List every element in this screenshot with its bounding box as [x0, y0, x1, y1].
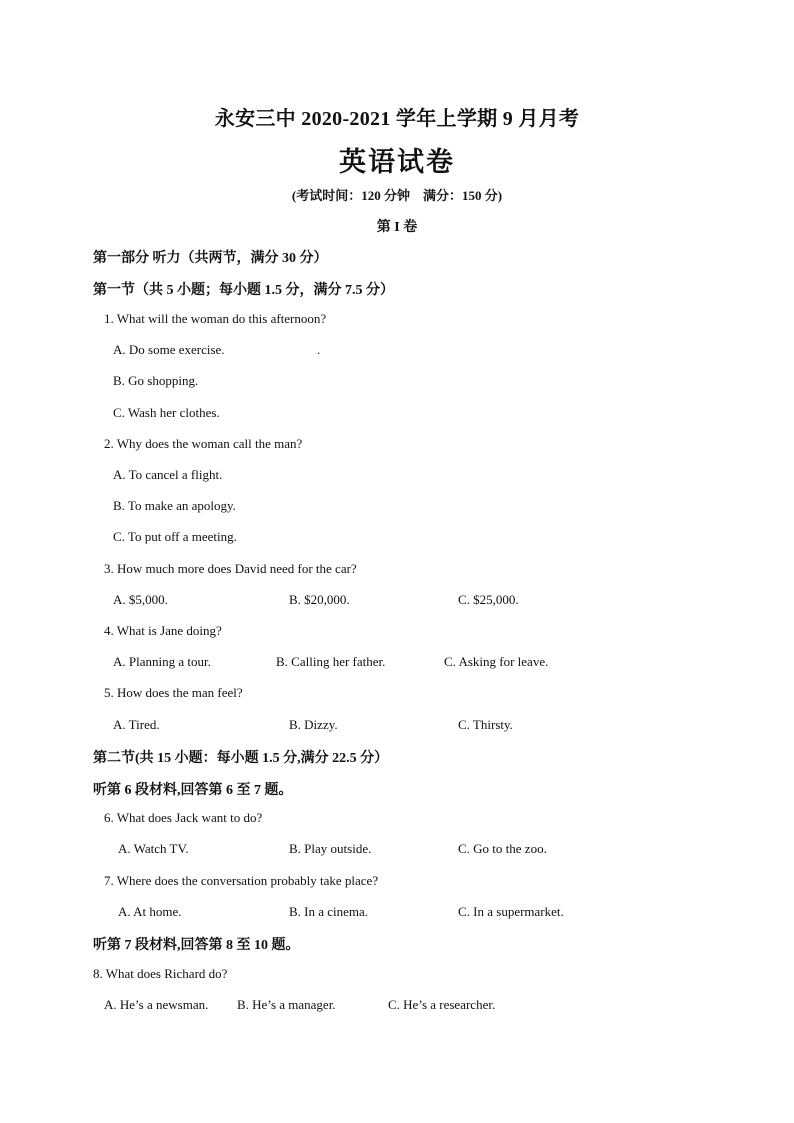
- q2-option-a: A. To cancel a flight.: [113, 467, 223, 482]
- volume-label: 第 I 卷: [376, 220, 418, 235]
- q4-option-b: B. Calling her father.: [276, 654, 386, 669]
- q5-option-a: A. Tired.: [113, 717, 160, 732]
- subject-title: 英语试卷: [339, 147, 455, 177]
- q5-option-c: C. Thirsty.: [458, 717, 513, 732]
- q2-option-b: B. To make an apology.: [113, 498, 236, 513]
- exam-info: (考试时间：120 分钟 满分：150 分): [291, 188, 503, 203]
- q1-option-a: A. Do some exercise.: [113, 342, 225, 357]
- question-7: 7. Where does the conversation probably take place?: [104, 873, 379, 888]
- q3-option-b: B. $20,000.: [289, 592, 350, 607]
- part1-heading: 第一部分 听力（共两节，满分 30 分）: [93, 251, 328, 266]
- section1-heading: 第一节（共 5 小题；每小题 1.5 分，满分 7.5 分）: [93, 283, 394, 298]
- q3-option-a: A. $5,000.: [113, 592, 168, 607]
- listen7-heading: 听第 7 段材料,回答第 8 至 10 题。: [93, 938, 300, 953]
- q7-option-b: B. In a cinema.: [289, 904, 369, 919]
- question-3: 3. How much more does David need for the car?: [104, 561, 357, 576]
- q7-option-c: C. In a supermarket.: [458, 904, 564, 919]
- exam-title: 永安三中 2020-2021 学年上学期 9 月月考: [214, 108, 580, 130]
- q8-option-b: B. He’s a manager.: [237, 997, 336, 1012]
- q1-option-c: C. Wash her clothes.: [113, 405, 220, 420]
- question-8: 8. What does Richard do?: [93, 966, 228, 981]
- q3-option-c: C. $25,000.: [458, 592, 519, 607]
- q1-option-b: B. Go shopping.: [113, 373, 199, 388]
- listen6-heading: 听第 6 段材料,回答第 6 至 7 题。: [93, 783, 293, 798]
- q2-option-c: C. To put off a meeting.: [113, 529, 237, 544]
- section2-heading: 第二节(共 15 小题：每小题 1.5 分,满分 22.5 分）: [93, 751, 389, 766]
- q6-option-a: A. Watch TV.: [118, 841, 189, 856]
- q6-option-b: B. Play outside.: [289, 841, 372, 856]
- q6-option-c: C. Go to the zoo.: [458, 841, 547, 856]
- question-6: 6. What does Jack want to do?: [104, 810, 263, 825]
- question-4: 4. What is Jane doing?: [104, 623, 222, 638]
- question-1: 1. What will the woman do this afternoon?: [104, 311, 327, 326]
- q8-option-c: C. He’s a researcher.: [388, 997, 496, 1012]
- q7-option-a: A. At home.: [118, 904, 182, 919]
- q1-stray-dot: .: [317, 342, 321, 357]
- question-5: 5. How does the man feel?: [104, 685, 243, 700]
- question-2: 2. Why does the woman call the man?: [104, 436, 303, 451]
- q4-option-c: C. Asking for leave.: [444, 654, 549, 669]
- q8-option-a: A. He’s a newsman.: [104, 997, 209, 1012]
- q5-option-b: B. Dizzy.: [289, 717, 338, 732]
- q4-option-a: A. Planning a tour.: [113, 654, 211, 669]
